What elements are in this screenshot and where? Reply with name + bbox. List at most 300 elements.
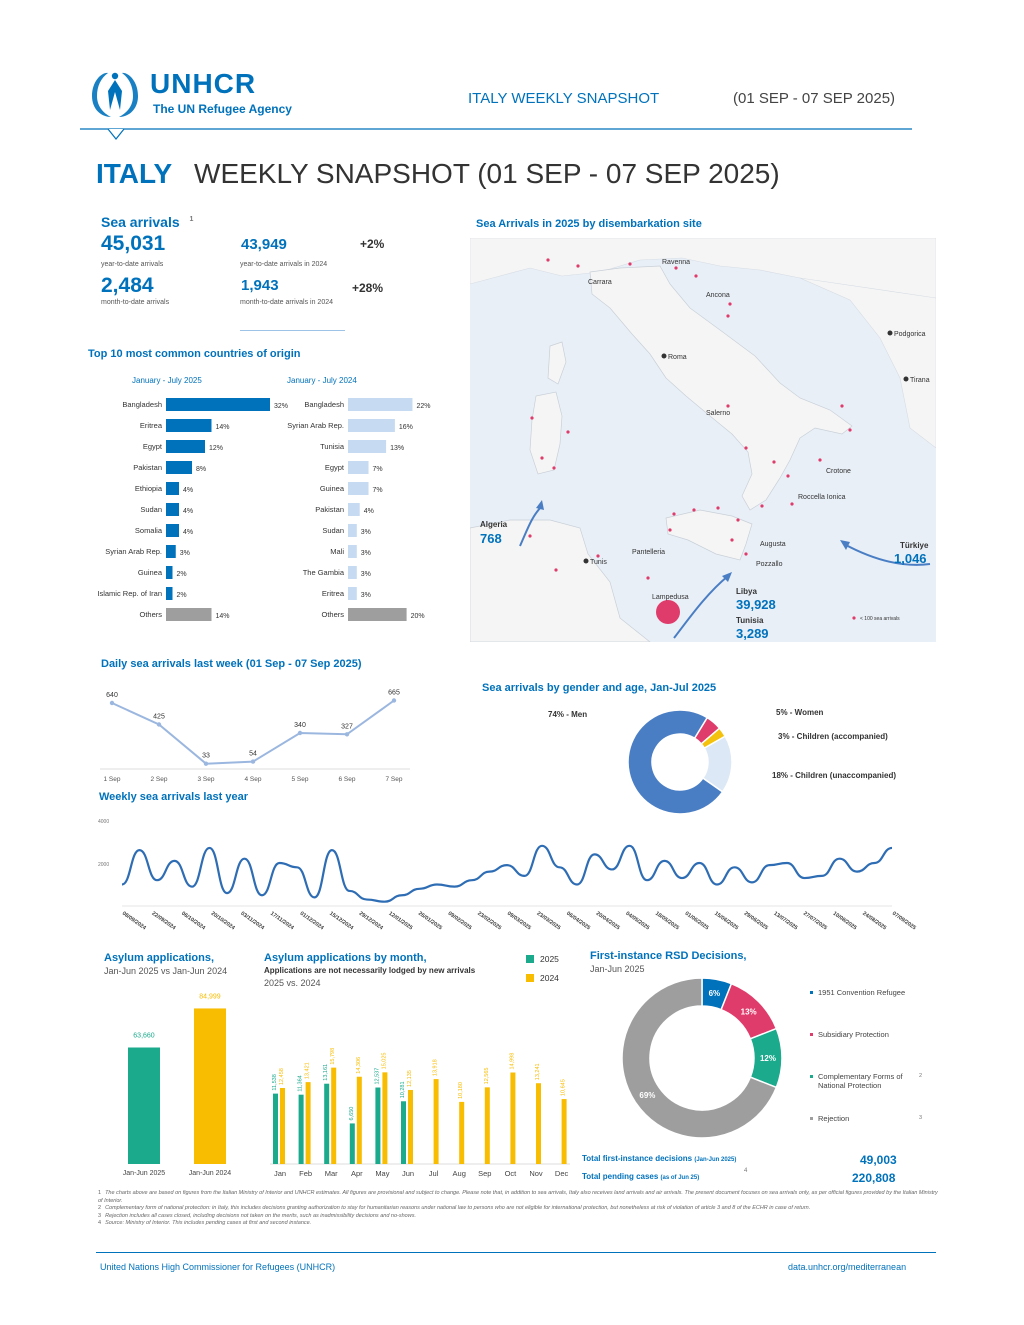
origin-country-label: Somalia [134,526,162,535]
origin-bar [166,608,212,621]
legend-swatch [526,955,534,963]
origin-bar [166,440,205,453]
arrival-site-dot [692,508,695,511]
month-value-label: 12,537 [374,1067,381,1085]
daily-point [251,759,255,763]
month-bar [401,1101,406,1164]
map-heading: Sea Arrivals in 2025 by disembarkation site [476,218,702,230]
month-value-label: 15,025 [381,1052,388,1070]
origin-value-label: 4% [183,487,194,494]
title-country: ITALY [96,158,173,189]
month-value-label: 10,645 [560,1079,567,1097]
daily-tick-label: 3 Sep [197,776,215,783]
month-value-label: 13,161 [323,1063,330,1081]
origin-country-label: Bangladesh [304,400,344,409]
rsd-legend-swatch [810,991,813,994]
flow-algeria-value: 768 [480,531,502,546]
city-roccella: Roccella Ionica [798,494,846,501]
arrival-site-dot [646,576,649,579]
origin-bar [166,545,176,558]
weekly-tick-label: 20/04/2025 [594,910,621,932]
weekly-tick-label: 29/12/2024 [357,910,384,932]
arrival-site-dot [818,458,821,461]
footnote-marker: 2 [918,1073,922,1079]
weekly-tick-label: 22/09/2024 [150,910,177,932]
sea-arrivals-heading [101,214,193,230]
origin-country-label: Pakistan [133,463,162,472]
month-value-label: 12,135 [407,1070,413,1087]
origin-country-label: Pakistan [315,505,344,514]
origin-country-label: Ethiopia [134,484,162,493]
asylum-month-subheading: Applications are not necessarily lodged by new arrivals [264,966,476,975]
arrival-site-dot [628,262,631,265]
unhcr-logo [84,66,314,122]
asylum-category-label: Jan-Jun 2024 [188,1170,232,1177]
daily-point [345,732,349,736]
month-bar [299,1095,304,1164]
month-bar [408,1090,413,1164]
weekly-tick-label: 26/01/2025 [417,910,444,932]
arrival-site-dot [674,266,677,269]
weekly-tick-label: 09/02/2025 [446,910,473,932]
footnote-4: 4 Source: Ministry of Interior. This includes pending cases at first and second instance. [98,1220,312,1226]
rsd-total-decisions-period: (Jan-Jun 2025) [694,1157,737,1163]
origin-country-label: Eritrea [321,589,344,598]
sea-arrivals-heading-text: Sea arrivals [101,214,180,230]
mtd-change: +28% [352,281,384,295]
arrival-site-dot [728,302,731,305]
weekly-ytick-label: 2000 [98,862,110,868]
header-rule [80,126,912,146]
arrival-site-dot [552,466,555,469]
mtd-label: month-to-date arrivals [101,299,170,306]
footnotes [98,1190,938,1228]
asylum-month-heading: Asylum applications by month, [264,952,427,964]
daily-value-label: 640 [106,692,118,699]
rsd-pending-value: 220,808 [852,1171,896,1185]
origin-value-label: 12% [209,445,224,452]
weekly-tick-label: 29/06/2025 [742,910,769,932]
rsd-legend-item [810,988,922,997]
origin-value-label: 20% [410,613,425,620]
flow-libya-label: Libya [736,587,757,596]
month-value-label: 10,281 [400,1081,406,1099]
arrival-site-dot [730,538,733,541]
origin-bar [348,398,412,411]
month-bar [536,1083,541,1164]
origin-country-label: Eritrea [139,421,162,430]
rsd-total-decisions [582,1154,736,1163]
gender-donut-chart [620,706,740,818]
month-tick-label: Jan [273,1169,287,1178]
origin-country-label: Syrian Arab Rep. [105,547,162,556]
month-value-label: 12,565 [483,1067,490,1085]
origins-right-caption: January - July 2024 [287,376,357,385]
month-bar [273,1094,278,1164]
rsd-legend-item [810,1114,922,1123]
donut-slice-label: 69% [639,1091,656,1101]
footer-link[interactable]: data.unhcr.org/mediterranean [788,1262,907,1272]
origin-bar [348,545,357,558]
weekly-tick-label: 07/09/2025 [890,910,917,932]
legend-swatch [526,974,534,982]
asylum-month-caption: 2025 vs. 2024 [264,978,321,988]
weekly-line [122,846,892,902]
daily-value-label: 665 [388,689,400,697]
arrival-site-dot [726,314,729,317]
origin-bar [166,398,270,411]
month-bar [459,1102,464,1164]
footnote-1: 1 The charts above are based on figures from the Italian Ministry of Interior and UNHCR estimates. All figures are provisional and subject to change. Please note that, in addition to sea arrivals, Italy also receives land arrivals and air arrivals. The present document focuses on sea arrivals only, as per official figures provided by the Italian Ministry of Interior. [98,1190,938,1204]
asylum-value-label: 63,660 [133,1032,155,1040]
weekly-tick-label: 03/11/2024 [239,910,266,932]
origin-bar [348,419,395,432]
map-legend: < 100 sea arrivals [860,616,900,622]
weekly-ytick-label: 4000 [98,819,110,825]
origins-right-chart [262,392,462,624]
rsd-caption: Jan-Jun 2025 [590,964,645,974]
city-lampedusa: Lampedusa [652,594,689,601]
arrival-site-dot [546,258,549,261]
origin-value-label: 2% [176,571,187,578]
rsd-legend-swatch [810,1075,813,1078]
weekly-tick-label: 20/10/2024 [209,910,236,932]
city-augusta: Augusta [760,541,786,548]
origin-value-label: 3% [360,592,371,599]
arrival-site-dot [672,512,675,515]
origin-value-label: 7% [372,466,383,473]
origin-country-label: Egypt [324,463,344,472]
month-bar [280,1088,285,1164]
month-bar [357,1077,362,1164]
city-tirana: Tirana [910,377,930,384]
city-roma: Roma [668,354,687,361]
ytd-prev-label: year-to-date arrivals in 2024 [240,261,328,268]
arrival-site-dot [528,534,531,537]
origin-bar [166,503,179,516]
month-bar [382,1072,387,1164]
month-value-label: 12,458 [279,1068,285,1086]
origin-bar [166,566,173,579]
gender-children-unacc-label: 18% - Children (unaccompanied) [772,771,897,780]
daily-point [204,762,208,766]
city-crotone: Crotone [826,468,851,475]
rsd-pending [582,1172,699,1181]
origin-value-label: 13% [390,445,405,452]
origin-value-label: 7% [372,487,383,494]
city-tunis: Tunis [590,559,607,566]
origin-value-label: 8% [196,466,207,473]
arrival-site-dot [596,554,599,557]
arrival-site-dot [566,430,569,433]
asylum-category-label: Jan-Jun 2025 [122,1170,166,1177]
month-value-label: 13,918 [432,1059,439,1077]
weekly-tick-label: 23/02/2025 [476,910,503,932]
origin-value-label: 4% [363,508,374,515]
arrival-site-dot [694,274,697,277]
daily-tick-label: 5 Sep [291,776,309,783]
month-tick-label: Sep [478,1169,492,1178]
city-ancona: Ancona [706,292,730,299]
origins-heading: Top 10 most common countries of origin [88,348,301,360]
arrival-site-dot [540,456,543,459]
month-value-label: 14,998 [509,1052,516,1070]
city-ravenna: Ravenna [662,259,691,266]
gender-men-label: 74% - Men [548,710,588,719]
asylum-bar [128,1048,160,1164]
month-bar [434,1079,439,1164]
month-value-label: 11,538 [272,1074,278,1091]
city-salerno: Salerno [706,410,731,417]
month-value-label: 11,364 [297,1075,304,1092]
page-title [96,158,780,190]
city-podgorica: Podgorica [894,331,926,338]
rsd-legend-label: Complementary Forms of National Protection [818,1072,903,1090]
weekly-tick-label: 24/08/2025 [861,910,888,932]
origin-value-label: 14% [215,424,230,431]
rsd-pending-note: 4 [744,1168,748,1174]
weekly-tick-label: 13/07/2025 [772,910,799,932]
month-value-label: 14,306 [355,1056,362,1074]
month-value-label: 10,180 [458,1082,465,1099]
footnote-1-text: The charts above are based on figures from the Italian Ministry of Interior and UNHCR estimates. All figures are provisional and subject to change. Please note that, in addition to sea arrivals, Italy also receives land arrivals and air arrivals. The present document focuses on sea arrivals only, as per official figures provided by the Italian Ministry of Interior. [98,1190,938,1204]
logo-tagline: The UN Refugee Agency [153,102,292,116]
footer-left: United Nations High Commissioner for Refugees (UNHCR) [100,1262,336,1272]
arrival-site-dot [744,552,747,555]
flow-libya-value: 39,928 [736,597,776,612]
arrival-site-dot [668,528,671,531]
weekly-tick-label: 15/12/2024 [328,910,355,932]
ytd-label: year-to-date arrivals [101,261,164,268]
footnote-4-text: Source: Ministry of Interior. This includes pending cases at first and second instance. [105,1220,312,1226]
daily-point [392,698,396,702]
weekly-tick-label: 08/09/2024 [120,910,147,932]
month-tick-label: Feb [299,1169,313,1178]
asylum-by-month-chart [262,950,578,1180]
month-bar [306,1082,311,1164]
daily-tick-label: 6 Sep [338,776,356,783]
daily-point [157,722,161,726]
gender-children-acc-label: 3% - Children (accompanied) [778,732,888,741]
origin-bar [348,461,369,474]
rsd-legend-label: Subsidiary Protection [818,1030,889,1039]
arrival-site-dot [554,568,557,571]
flow-tunisia-value: 3,289 [736,626,769,641]
asylum-bar [194,1008,226,1164]
month-tick-label: Nov [529,1169,543,1178]
rsd-pending-label: Total pending cases [582,1172,659,1181]
origin-country-label: Sudan [322,526,344,535]
logo-name: UNHCR [150,68,257,99]
rsd-pending-period: (as of Jun 25) [660,1175,700,1181]
origin-value-label: 22% [416,403,431,410]
weekly-tick-label: 27/07/2025 [802,910,829,932]
origin-value-label: 2% [176,592,187,599]
ytd-change: +2% [360,237,385,251]
weekly-tick-label: 15/06/2025 [713,910,740,932]
origin-bar [166,419,212,432]
mtd-prev-value: 1,943 [241,277,279,294]
mtd-prev-label: month-to-date arrivals in 2024 [240,299,333,306]
footnote-marker: 1 [189,216,194,224]
daily-arrivals-chart [90,672,420,790]
asylum-applications-chart [100,984,260,1180]
weekly-heading: Weekly sea arrivals last year [99,791,249,803]
daily-value-label: 54 [249,750,257,758]
month-bar [485,1087,490,1164]
daily-heading: Daily sea arrivals last week (01 Sep - 07 Sep 2025) [101,658,362,670]
origin-bar [166,587,173,600]
rsd-donut-chart [620,976,784,1140]
origin-value-label: 3% [360,529,371,536]
rsd-legend-item [810,1030,922,1039]
weekly-tick-label: 04/05/2025 [624,910,651,932]
weekly-tick-label: 18/05/2025 [653,910,680,932]
footer-rule [96,1252,936,1253]
footnote-2: 2 Complementary form of national protection: in Italy, this includes decisions granting authorization to stay for humanitarian reasons under national law to persons who are not eligible for international protection, but nonetheless at risk of violation of article 3 and 8 of the ECHR in case of return. [98,1205,811,1211]
arrival-site-dot [744,446,747,449]
month-bar [350,1123,355,1164]
flow-turkiye-label: Türkiye [900,541,929,550]
city-carrara: Carrara [588,279,612,286]
arrival-site-dot [736,518,739,521]
weekly-tick-label: 23/03/2025 [535,910,562,932]
month-bar [331,1068,336,1164]
ytd-prev-value: 43,949 [241,236,287,253]
month-tick-label: Oct [504,1169,517,1178]
daily-value-label: 425 [153,713,165,721]
mtd-value: 2,484 [101,274,154,297]
rsd-legend-item [810,1072,922,1090]
rsd-total-decisions-value: 49,003 [860,1153,897,1167]
month-value-label: 15,798 [330,1047,337,1065]
footnote-3: 3 Rejection includes all cases closed, including decisions not taken on the merits, such as inadmissibility decisions and no-shows. [98,1212,416,1219]
arrival-site-dot [786,474,789,477]
asylum-subheading: Jan-Jun 2025 vs Jan-Jun 2024 [104,966,228,976]
weekly-tick-label: 17/11/2024 [268,910,295,932]
origin-value-label: 16% [398,424,413,431]
origin-country-label: Guinea [137,568,162,577]
origin-value-label: 3% [360,550,371,557]
footnote-2-text: Complementary form of national protection: in Italy, this includes decisions granting authorization to stay for humanitarian reasons under national law to persons who are not eligible for international protection, but nonetheless at risk of violation of article 3 and 8 of the ECHR in case of return. [105,1205,811,1211]
gender-heading: Sea arrivals by gender and age, Jan-Jul 2025 [482,682,717,694]
origin-country-label: Tunisia [320,442,344,451]
month-value-label: 6,650 [348,1106,355,1121]
header-date-range: (01 SEP - 07 SEP 2025) [733,90,896,107]
daily-value-label: 327 [341,723,353,731]
rsd-legend-label: 1951 Convention Refugee [818,988,906,997]
month-tick-label: Jul [428,1169,439,1178]
weekly-tick-label: 10/08/2025 [831,910,858,932]
month-tick-label: Aug [452,1169,466,1178]
daily-tick-label: 2 Sep [150,776,168,783]
daily-point [298,731,302,735]
month-bar [324,1084,329,1164]
rsd-legend-swatch [810,1117,813,1120]
header-snapshot-label: ITALY WEEKLY SNAPSHOT [468,90,660,107]
donut-slice-label: 13% [740,1007,757,1017]
origin-value-label: 4% [183,508,194,515]
origin-country-label: Mali [330,547,344,556]
origin-bar [166,482,179,495]
month-tick-label: Apr [350,1169,363,1178]
city-pozzallo: Pozzallo [756,561,783,568]
arrival-site-dot [726,404,729,407]
origin-value-label: 32% [274,403,289,410]
daily-value-label: 340 [294,722,306,729]
daily-tick-label: 7 Sep [385,776,403,783]
weekly-tick-label: 09/03/2025 [505,910,532,932]
month-bar [562,1099,567,1164]
flow-turkiye-value: 1,046 [894,551,927,566]
origin-bar [348,608,407,621]
origin-country-label: Guinea [319,484,344,493]
donut-slice-label: 6% [708,989,721,999]
title-subtitle: WEEKLY SNAPSHOT (01 SEP - 07 SEP 2025) [194,158,780,189]
origin-value-label: 3% [360,571,371,578]
asylum-heading: Asylum applications, [104,952,215,964]
daily-tick-label: 4 Sep [244,776,262,783]
weekly-tick-label: 12/01/2025 [387,910,414,932]
weekly-tick-label: 01/12/2024 [298,910,325,932]
origin-bar [348,482,369,495]
arrival-site-dot [790,502,793,505]
arrival-site-dot [576,264,579,267]
arrival-site-dot [848,428,851,431]
weekly-tick-label: 06/04/2025 [565,910,592,932]
month-value-label: 13,241 [535,1063,541,1081]
origin-country-label: Egypt [142,442,162,451]
flow-algeria-label: Algeria [480,520,508,529]
month-tick-label: Dec [554,1169,569,1178]
month-tick-label: Jun [401,1169,415,1178]
origin-bar [348,503,360,516]
asylum-value-label: 84,999 [199,993,221,1001]
flow-tunisia-label: Tunisia [736,616,764,625]
origin-country-label: Syrian Arab Rep. [287,421,344,430]
month-tick-label: May [375,1169,390,1178]
weekly-tick-label: 06/10/2024 [180,910,207,932]
month-bar [510,1073,515,1164]
origin-bar [348,440,386,453]
arrivals-map [470,238,936,642]
rsd-heading: First-instance RSD Decisions, [590,950,747,962]
origin-country-label: Others [321,610,344,619]
legend-label: 2024 [540,973,559,983]
unhcr-emblem-icon [84,66,146,122]
origin-country-label: Others [139,610,162,619]
rsd-legend-swatch [810,1033,813,1036]
daily-value-label: 33 [202,752,210,760]
legend-label: 2025 [540,954,559,964]
city-pantelleria: Pantelleria [632,549,666,556]
weekly-arrivals-chart [92,806,938,946]
origin-value-label: 4% [183,529,194,536]
origin-country-label: The Gambia [302,568,344,577]
arrival-site-dot [840,404,843,407]
origin-country-label: Sudan [140,505,162,514]
rsd-legend-label: Rejection [818,1114,850,1123]
month-value-label: 13,421 [304,1062,311,1080]
month-bar [375,1088,380,1164]
origin-value-label: 14% [215,613,230,620]
origin-bar [348,566,357,579]
origin-value-label: 3% [179,550,190,557]
gender-women-label: 5% - Women [776,708,824,717]
donut-slice-label: 12% [759,1054,777,1063]
daily-point [110,701,114,705]
footnote-3-text: Rejection includes all cases closed, including decisions not taken on the merits, such as inadmissibility decisions and no-shows. [105,1212,416,1219]
